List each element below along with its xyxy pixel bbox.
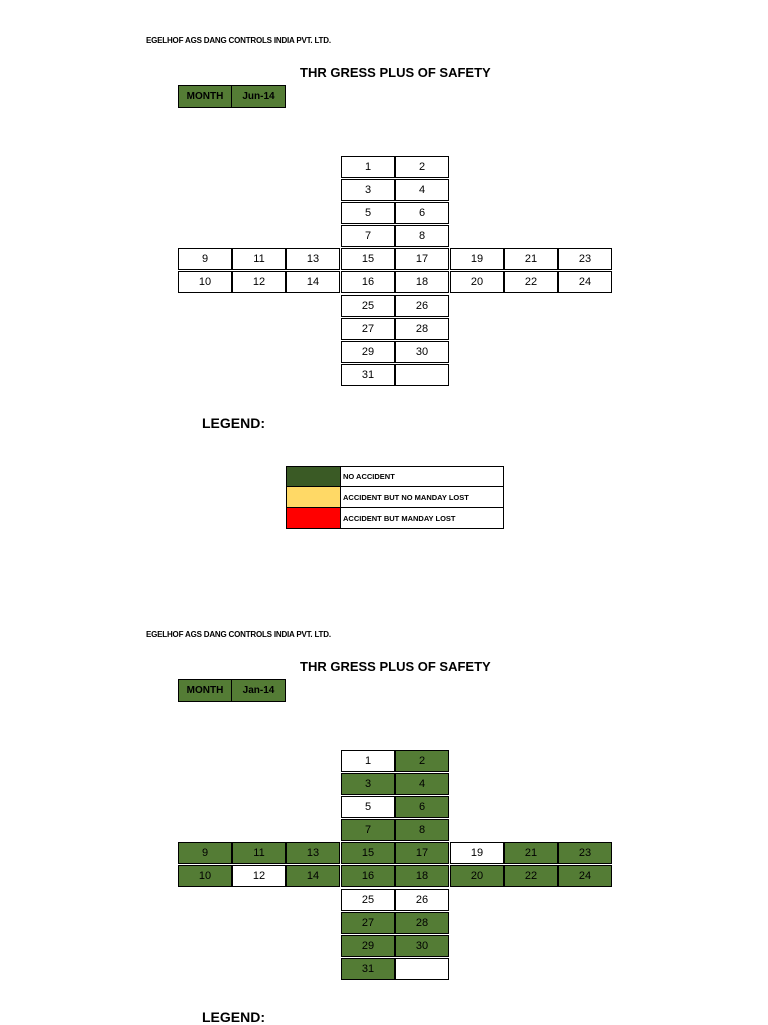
legend-row-manday-lost [286, 508, 504, 529]
day-cell: 21 [504, 248, 558, 270]
day-cell: 1 [341, 156, 395, 178]
day-cell: 23 [558, 248, 612, 270]
day-cell: 19 [450, 248, 504, 270]
month-box [178, 679, 286, 702]
day-cell: 2 [395, 156, 449, 178]
legend-label: NO ACCIDENT [343, 472, 395, 481]
day-cell: 2 [395, 750, 449, 772]
day-cell: 31 [341, 958, 395, 980]
day-cell: 8 [395, 225, 449, 247]
day-cell: 1 [341, 750, 395, 772]
month-box [178, 85, 286, 108]
day-cell: 28 [395, 318, 449, 340]
month-value: Jan-14 [232, 679, 286, 702]
page-title: THR GRESS PLUS OF SAFETY [300, 659, 491, 674]
day-cell: 4 [395, 179, 449, 201]
day-cell: 5 [341, 202, 395, 224]
day-cell: 8 [395, 819, 449, 841]
day-cell: 3 [341, 179, 395, 201]
day-cell: 13 [286, 248, 340, 270]
page-title: THR GRESS PLUS OF SAFETY [300, 65, 491, 80]
day-cell: 6 [395, 796, 449, 818]
month-value: Jun-14 [232, 85, 286, 108]
empty-cell [395, 364, 449, 386]
day-cell: 22 [504, 865, 558, 887]
day-cell: 29 [341, 935, 395, 957]
empty-cell [395, 958, 449, 980]
day-cell: 14 [286, 865, 340, 887]
day-cell: 11 [232, 842, 286, 864]
day-cell: 26 [395, 295, 449, 317]
day-cell: 26 [395, 889, 449, 911]
legend-label: ACCIDENT BUT NO MANDAY LOST [343, 492, 469, 502]
month-label: MONTH [178, 679, 232, 702]
day-cell: 5 [341, 796, 395, 818]
day-cell: 16 [341, 865, 395, 887]
day-cell: 14 [286, 271, 340, 293]
legend [286, 466, 504, 529]
day-cell: 18 [395, 865, 449, 887]
legend-row-no-manday-lost [286, 487, 504, 508]
legend-label: ACCIDENT BUT MANDAY LOST [343, 513, 456, 523]
day-cell: 18 [395, 271, 449, 293]
day-cell: 10 [178, 865, 232, 887]
day-cell: 9 [178, 842, 232, 864]
day-cell: 12 [232, 865, 286, 887]
day-cell: 13 [286, 842, 340, 864]
day-cell: 11 [232, 248, 286, 270]
day-cell: 23 [558, 842, 612, 864]
day-cell: 17 [395, 248, 449, 270]
day-cell: 17 [395, 842, 449, 864]
day-cell: 21 [504, 842, 558, 864]
day-cell: 15 [341, 842, 395, 864]
day-cell: 24 [558, 271, 612, 293]
day-cell: 7 [341, 225, 395, 247]
day-cell: 6 [395, 202, 449, 224]
day-cell: 20 [450, 865, 504, 887]
day-cell: 28 [395, 912, 449, 934]
day-cell: 9 [178, 248, 232, 270]
day-cell: 22 [504, 271, 558, 293]
day-cell: 30 [395, 935, 449, 957]
day-cell: 25 [341, 295, 395, 317]
day-cell: 31 [341, 364, 395, 386]
day-cell: 10 [178, 271, 232, 293]
legend-swatch-green [287, 467, 341, 486]
day-cell: 3 [341, 773, 395, 795]
day-cell: 24 [558, 865, 612, 887]
company-name: EGELHOF AGS DANG CONTROLS INDIA PVT. LTD. [146, 36, 331, 45]
day-cell: 7 [341, 819, 395, 841]
day-cell: 12 [232, 271, 286, 293]
day-cell: 19 [450, 842, 504, 864]
day-cell: 27 [341, 318, 395, 340]
legend-title: LEGEND: [202, 1009, 265, 1025]
day-cell: 27 [341, 912, 395, 934]
day-cell: 15 [341, 248, 395, 270]
day-cell: 16 [341, 271, 395, 293]
day-cell: 30 [395, 341, 449, 363]
company-name: EGELHOF AGS DANG CONTROLS INDIA PVT. LTD. [146, 630, 331, 639]
legend-swatch-yellow [287, 487, 341, 507]
legend-title: LEGEND: [202, 415, 265, 431]
day-cell: 29 [341, 341, 395, 363]
month-label: MONTH [178, 85, 232, 108]
day-cell: 20 [450, 271, 504, 293]
day-cell: 25 [341, 889, 395, 911]
legend-row-no-accident [286, 466, 504, 487]
legend-swatch-red [287, 508, 341, 528]
day-cell: 4 [395, 773, 449, 795]
